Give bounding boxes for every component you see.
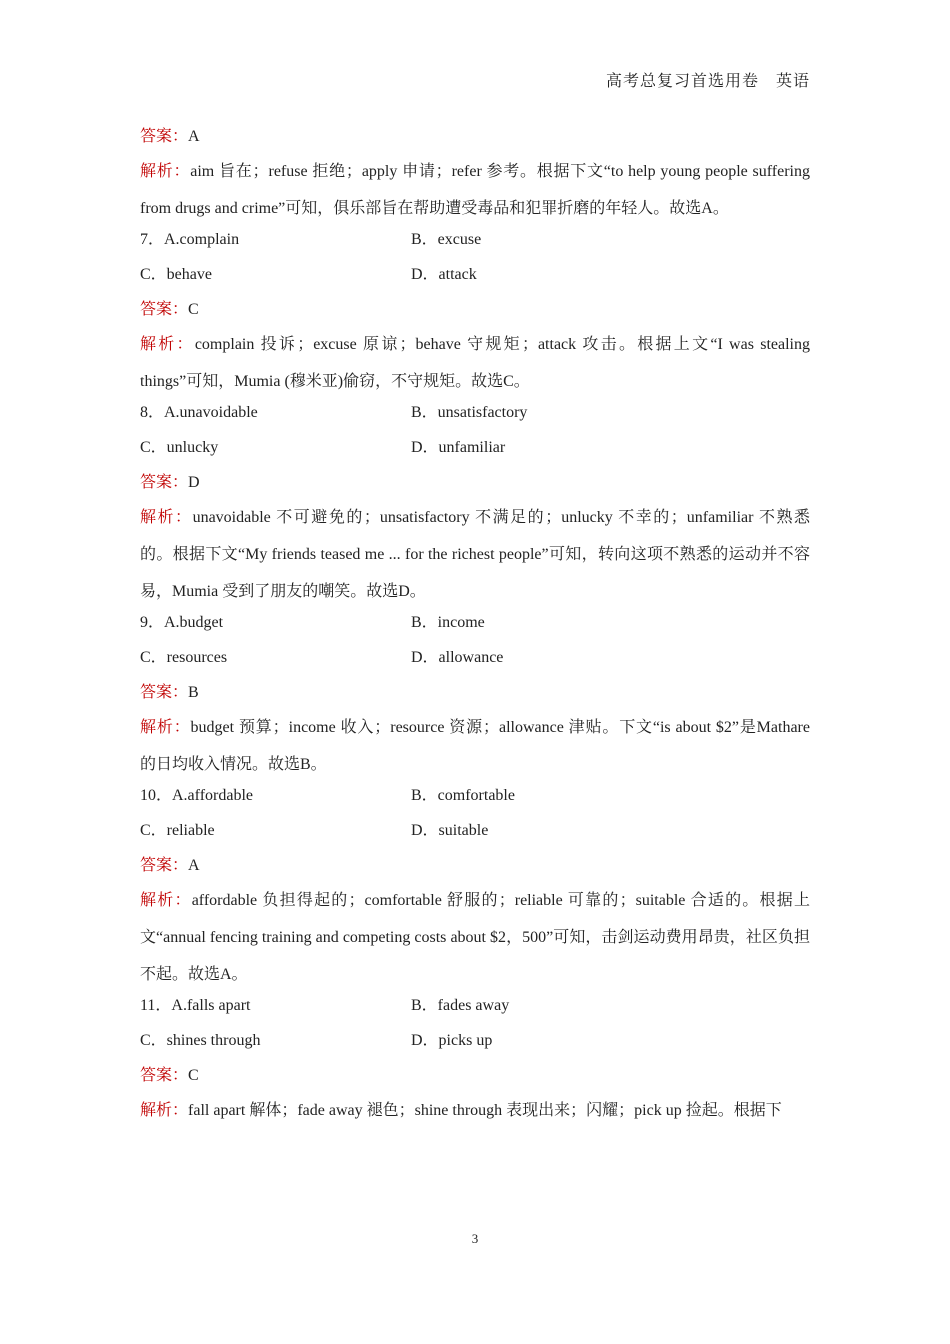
option-b: B．comfortable [411,787,515,804]
analysis-label: 解析： [140,163,191,180]
option-d: D．suitable [411,822,489,839]
answer-label: 答案： [140,128,189,145]
option-c: C．behave [140,266,212,283]
option-row [140,402,810,437]
analysis-text: affordable 负担得起的；comfortable 舒服的；reliable 可靠的；suitable 合适的。根据上文“annual fencing training and competing costs about $2，500”可知，击剑运动费用昂贵，社区负担不起。故选A。 [140,892,810,983]
answer-label: 答案： [140,684,189,701]
answer-label: 答案： [140,1067,189,1084]
option-row [140,1030,810,1065]
option-a: 8．A.unavoidable [140,404,258,421]
option-row [140,647,810,682]
analysis-text: aim 旨在；refuse 拒绝；apply 申请；refer 参考。根据下文“to help young people suffering from drugs and crime”可知，俱乐部旨在帮助遭受毒品和犯罪折磨的年轻人。故选A。 [140,163,810,217]
option-d: D．allowance [411,649,504,666]
analysis-text: fall apart 解体；fade away 褪色；shine through 表现出来；闪耀；pick up 捡起。根据下 [188,1102,782,1119]
answer-value: B [188,684,199,701]
analysis-label: 解析： [140,892,192,909]
answer-label: 答案： [140,301,189,318]
analysis-paragraph [140,882,810,993]
option-c: C．reliable [140,822,215,839]
option-row [140,995,810,1030]
analysis-label: 解析： [140,509,193,526]
option-d: D．attack [411,266,477,283]
answer-value: A [188,128,200,145]
analysis-paragraph [140,326,810,400]
option-c: C．resources [140,649,228,666]
option-row [140,229,810,264]
option-b: B．income [411,614,485,631]
analysis-label: 解析： [140,336,195,353]
option-row [140,785,810,820]
option-row [140,264,810,299]
option-row [140,612,810,647]
option-a: 10．A.affordable [140,787,254,804]
answer-value: A [188,857,200,874]
answer-value: D [188,474,200,491]
page-number: 3 [471,1231,479,1246]
option-c: C．unlucky [140,439,219,456]
analysis-text: complain 投诉；excuse 原谅；behave 守规矩；attack 攻击。根据上文“I was stealing things”可知，Mumia (穆米亚)偷窃，不守规矩。故选C。 [140,336,810,390]
analysis-label: 解析： [140,719,191,736]
answer-label: 答案： [140,474,189,491]
analysis-text: unavoidable 不可避免的；unsatisfactory 不满足的；unlucky 不幸的；unfamiliar 不熟悉的。根据下文“My friends teased me ... for the richest people”可知，转向这项不熟悉的运动并不容易，Mumia 受到了朋友的嘲笑。故选D。 [140,509,810,600]
option-a: 11．A.falls apart [140,997,251,1014]
analysis-text: budget 预算；income 收入；resource 资源；allowance 津贴。下文“is about $2”是Mathare 的日均收入情况。故选B。 [140,719,810,773]
option-b: B．unsatisfactory [411,404,528,421]
analysis-label: 解析： [140,1102,189,1119]
answer-label: 答案： [140,857,189,874]
analysis-paragraph [140,153,810,227]
option-row [140,820,810,855]
answer-value: C [188,1067,199,1084]
page-content [140,126,810,1127]
analysis-paragraph [140,1092,810,1129]
option-d: D．unfamiliar [411,439,506,456]
option-row [140,437,810,472]
page-header: 高考总复习首选用卷 英语 [605,73,810,90]
option-b: B．fades away [411,997,510,1014]
analysis-paragraph [140,499,810,610]
answer-value: C [188,301,199,318]
option-b: B．excuse [411,231,482,248]
analysis-paragraph [140,709,810,783]
option-c: C．shines through [140,1032,261,1049]
option-a: 9．A.budget [140,614,224,631]
option-a: 7．A.complain [140,231,240,248]
option-d: D．picks up [411,1032,493,1049]
